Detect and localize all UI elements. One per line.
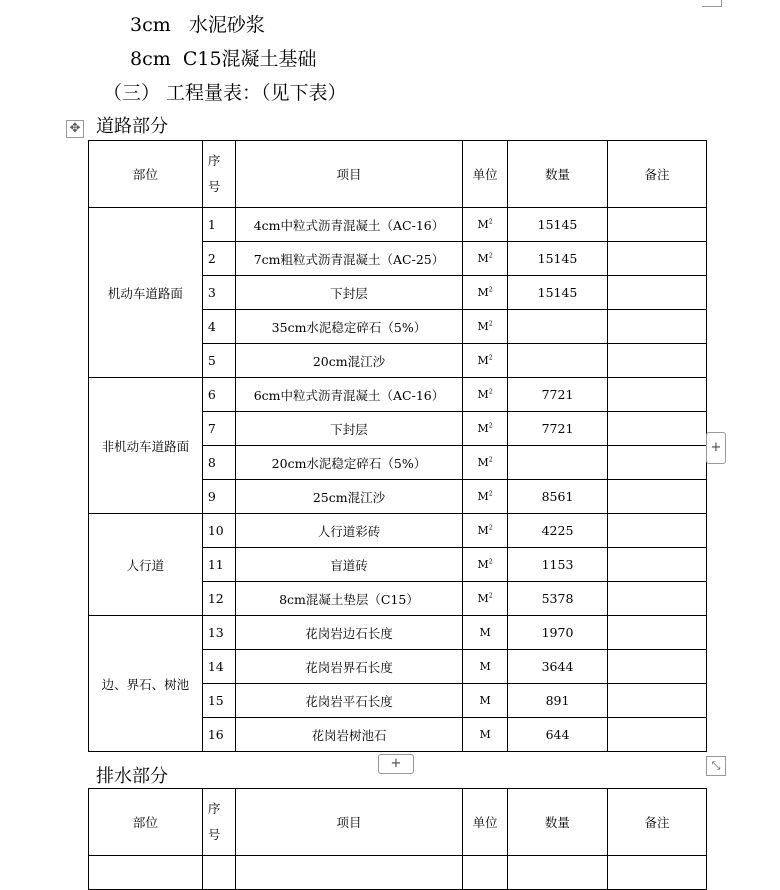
header-seq-top: 序 (207, 801, 221, 816)
table-move-handle-icon[interactable]: ✥ (66, 120, 84, 138)
section-title-road: 道路部分 (96, 116, 168, 137)
seq-cell: 1 (202, 208, 235, 242)
unit-exponent: 2 (488, 286, 493, 294)
seq-cell: 7 (202, 412, 235, 446)
seq-cell: 15 (202, 684, 235, 718)
header-item: 项目 (235, 789, 463, 856)
seq-cell: 4 (202, 310, 235, 344)
unit-symbol: M (477, 388, 489, 401)
unit-cell (463, 412, 508, 446)
unit-exponent: 2 (488, 456, 493, 464)
unit-symbol: M (479, 660, 491, 673)
seq-cell: 13 (202, 616, 235, 650)
part-cell: 机动车道路面 (89, 208, 203, 378)
note-cell (608, 548, 707, 582)
item-cell: 20cm混江沙 (235, 344, 463, 378)
note-cell (607, 856, 706, 890)
unit-exponent: 2 (488, 490, 493, 498)
add-row-button[interactable]: + (378, 754, 414, 774)
item-cell: 7cm粗粒式沥青混凝土（AC-25） (235, 242, 463, 276)
unit-exponent: 2 (488, 592, 493, 600)
qty-cell: 8561 (507, 480, 607, 514)
unit-cell (463, 276, 508, 310)
seq-cell: 11 (202, 548, 235, 582)
intro-line-mortar: 3cm 水泥砂浆 (130, 14, 265, 36)
unit-symbol: M (477, 490, 489, 503)
header-seq-top: 序 (207, 153, 221, 168)
note-cell (608, 650, 707, 684)
unit-symbol: M (477, 592, 489, 605)
note-cell (608, 582, 707, 616)
header-part: 部位 (89, 789, 203, 856)
item-cell: 35cm水泥稳定碎石（5%） (235, 310, 463, 344)
qty-cell: 1970 (507, 616, 607, 650)
qty-cell (507, 310, 607, 344)
unit-cell (463, 446, 508, 480)
unit-cell (463, 582, 508, 616)
unit-symbol: M (477, 354, 489, 367)
intro-line-quantity-heading: （三） 工程量表：（见下表） (103, 82, 347, 104)
header-unit: 单位 (463, 141, 508, 208)
item-cell: 花岗岩边石长度 (235, 616, 463, 650)
note-cell (608, 208, 707, 242)
note-cell (608, 480, 707, 514)
add-column-button[interactable]: + (706, 432, 726, 464)
note-cell (608, 684, 707, 718)
table-resize-handle-icon[interactable]: ⤡ (706, 756, 726, 776)
part-cell: 边、界石、树池 (89, 616, 203, 752)
qty-cell: 4225 (507, 514, 607, 548)
item-cell: 花岗岩树池石 (235, 718, 463, 752)
item-cell: 人行道彩砖 (235, 514, 463, 548)
seq-cell: 5 (202, 344, 235, 378)
note-cell (608, 616, 707, 650)
unit-cell (463, 208, 508, 242)
qty-cell (507, 856, 607, 890)
note-cell (608, 514, 707, 548)
note-cell (608, 242, 707, 276)
table-row (89, 514, 707, 548)
table-row (89, 856, 707, 890)
page-corner-mark-top (702, 6, 722, 7)
seq-cell: 8 (202, 446, 235, 480)
unit-symbol: M (477, 558, 489, 571)
item-cell: 下封层 (235, 412, 463, 446)
header-seq (202, 789, 235, 856)
seq-cell: 6 (202, 378, 235, 412)
header-item: 项目 (235, 141, 463, 208)
seq-cell: 3 (202, 276, 235, 310)
item-cell: 8cm混凝土垫层（C15） (235, 582, 463, 616)
item-cell: 下封层 (235, 276, 463, 310)
unit-exponent: 2 (488, 422, 493, 430)
unit-symbol: M (477, 524, 489, 537)
unit-cell (463, 616, 508, 650)
note-cell (608, 412, 707, 446)
header-qty: 数量 (507, 141, 607, 208)
item-cell: 25cm混江沙 (235, 480, 463, 514)
unit-symbol: M (477, 422, 489, 435)
unit-cell (463, 378, 508, 412)
note-cell (608, 276, 707, 310)
unit-cell (463, 310, 508, 344)
seq-cell: 9 (202, 480, 235, 514)
qty-cell (507, 344, 607, 378)
qty-cell: 7721 (507, 412, 607, 446)
seq-cell: 14 (202, 650, 235, 684)
qty-cell: 891 (507, 684, 607, 718)
unit-symbol: M (477, 320, 489, 333)
unit-cell (463, 650, 508, 684)
qty-cell: 3644 (507, 650, 607, 684)
road-quantity-table (88, 140, 707, 752)
seq-cell: 12 (202, 582, 235, 616)
table-row (89, 208, 707, 242)
unit-exponent: 2 (488, 354, 493, 362)
unit-exponent: 2 (488, 252, 493, 260)
header-seq-bottom: 号 (207, 827, 221, 842)
unit-cell (463, 344, 508, 378)
note-cell (608, 378, 707, 412)
note-cell (608, 718, 707, 752)
unit-cell (463, 548, 508, 582)
header-unit: 单位 (463, 789, 508, 856)
qty-cell: 1153 (507, 548, 607, 582)
unit-exponent: 2 (488, 524, 493, 532)
item-cell: 花岗岩界石长度 (235, 650, 463, 684)
header-seq-bottom: 号 (207, 179, 221, 194)
item-cell: 盲道砖 (235, 548, 463, 582)
qty-cell: 7721 (507, 378, 607, 412)
table-row (89, 616, 707, 650)
section-title-drainage: 排水部分 (96, 766, 168, 787)
item-cell (235, 856, 463, 890)
header-qty: 数量 (507, 789, 607, 856)
qty-cell: 644 (507, 718, 607, 752)
unit-symbol: M (477, 252, 489, 265)
unit-symbol: M (477, 218, 489, 231)
item-cell: 花岗岩平石长度 (235, 684, 463, 718)
header-part: 部位 (89, 141, 203, 208)
unit-cell (463, 514, 508, 548)
unit-exponent: 2 (488, 388, 493, 396)
qty-cell (507, 446, 607, 480)
header-note: 备注 (607, 789, 706, 856)
note-cell (608, 446, 707, 480)
table-row (89, 378, 707, 412)
table-header-row (89, 141, 707, 208)
item-cell: 6cm中粒式沥青混凝土（AC-16） (235, 378, 463, 412)
item-cell: 4cm中粒式沥青混凝土（AC-16） (235, 208, 463, 242)
header-note: 备注 (608, 141, 707, 208)
qty-cell: 15145 (507, 276, 607, 310)
seq-cell: 10 (202, 514, 235, 548)
seq-cell: 2 (202, 242, 235, 276)
seq-cell (202, 856, 235, 890)
seq-cell: 16 (202, 718, 235, 752)
qty-cell: 15145 (507, 242, 607, 276)
intro-line-foundation: 8cm C15混凝土基础 (130, 48, 317, 70)
qty-cell: 5378 (507, 582, 607, 616)
unit-symbol: M (479, 694, 491, 707)
table-header-row (89, 789, 707, 856)
unit-symbol: M (477, 456, 489, 469)
unit-cell (463, 242, 508, 276)
unit-symbol: M (477, 286, 489, 299)
part-cell: 非机动车道路面 (89, 378, 203, 514)
unit-cell (463, 718, 508, 752)
qty-cell: 15145 (507, 208, 607, 242)
item-cell: 20cm水泥稳定碎石（5%） (235, 446, 463, 480)
part-cell (89, 856, 203, 890)
unit-cell (463, 856, 508, 890)
unit-exponent: 2 (488, 558, 493, 566)
unit-symbol: M (479, 626, 491, 639)
part-cell: 人行道 (89, 514, 203, 616)
note-cell (608, 310, 707, 344)
note-cell (608, 344, 707, 378)
header-seq (202, 141, 235, 208)
unit-cell (463, 684, 508, 718)
unit-exponent: 2 (488, 320, 493, 328)
unit-exponent: 2 (488, 218, 493, 226)
unit-cell (463, 480, 508, 514)
unit-symbol: M (479, 728, 491, 741)
drainage-quantity-table (88, 788, 707, 890)
